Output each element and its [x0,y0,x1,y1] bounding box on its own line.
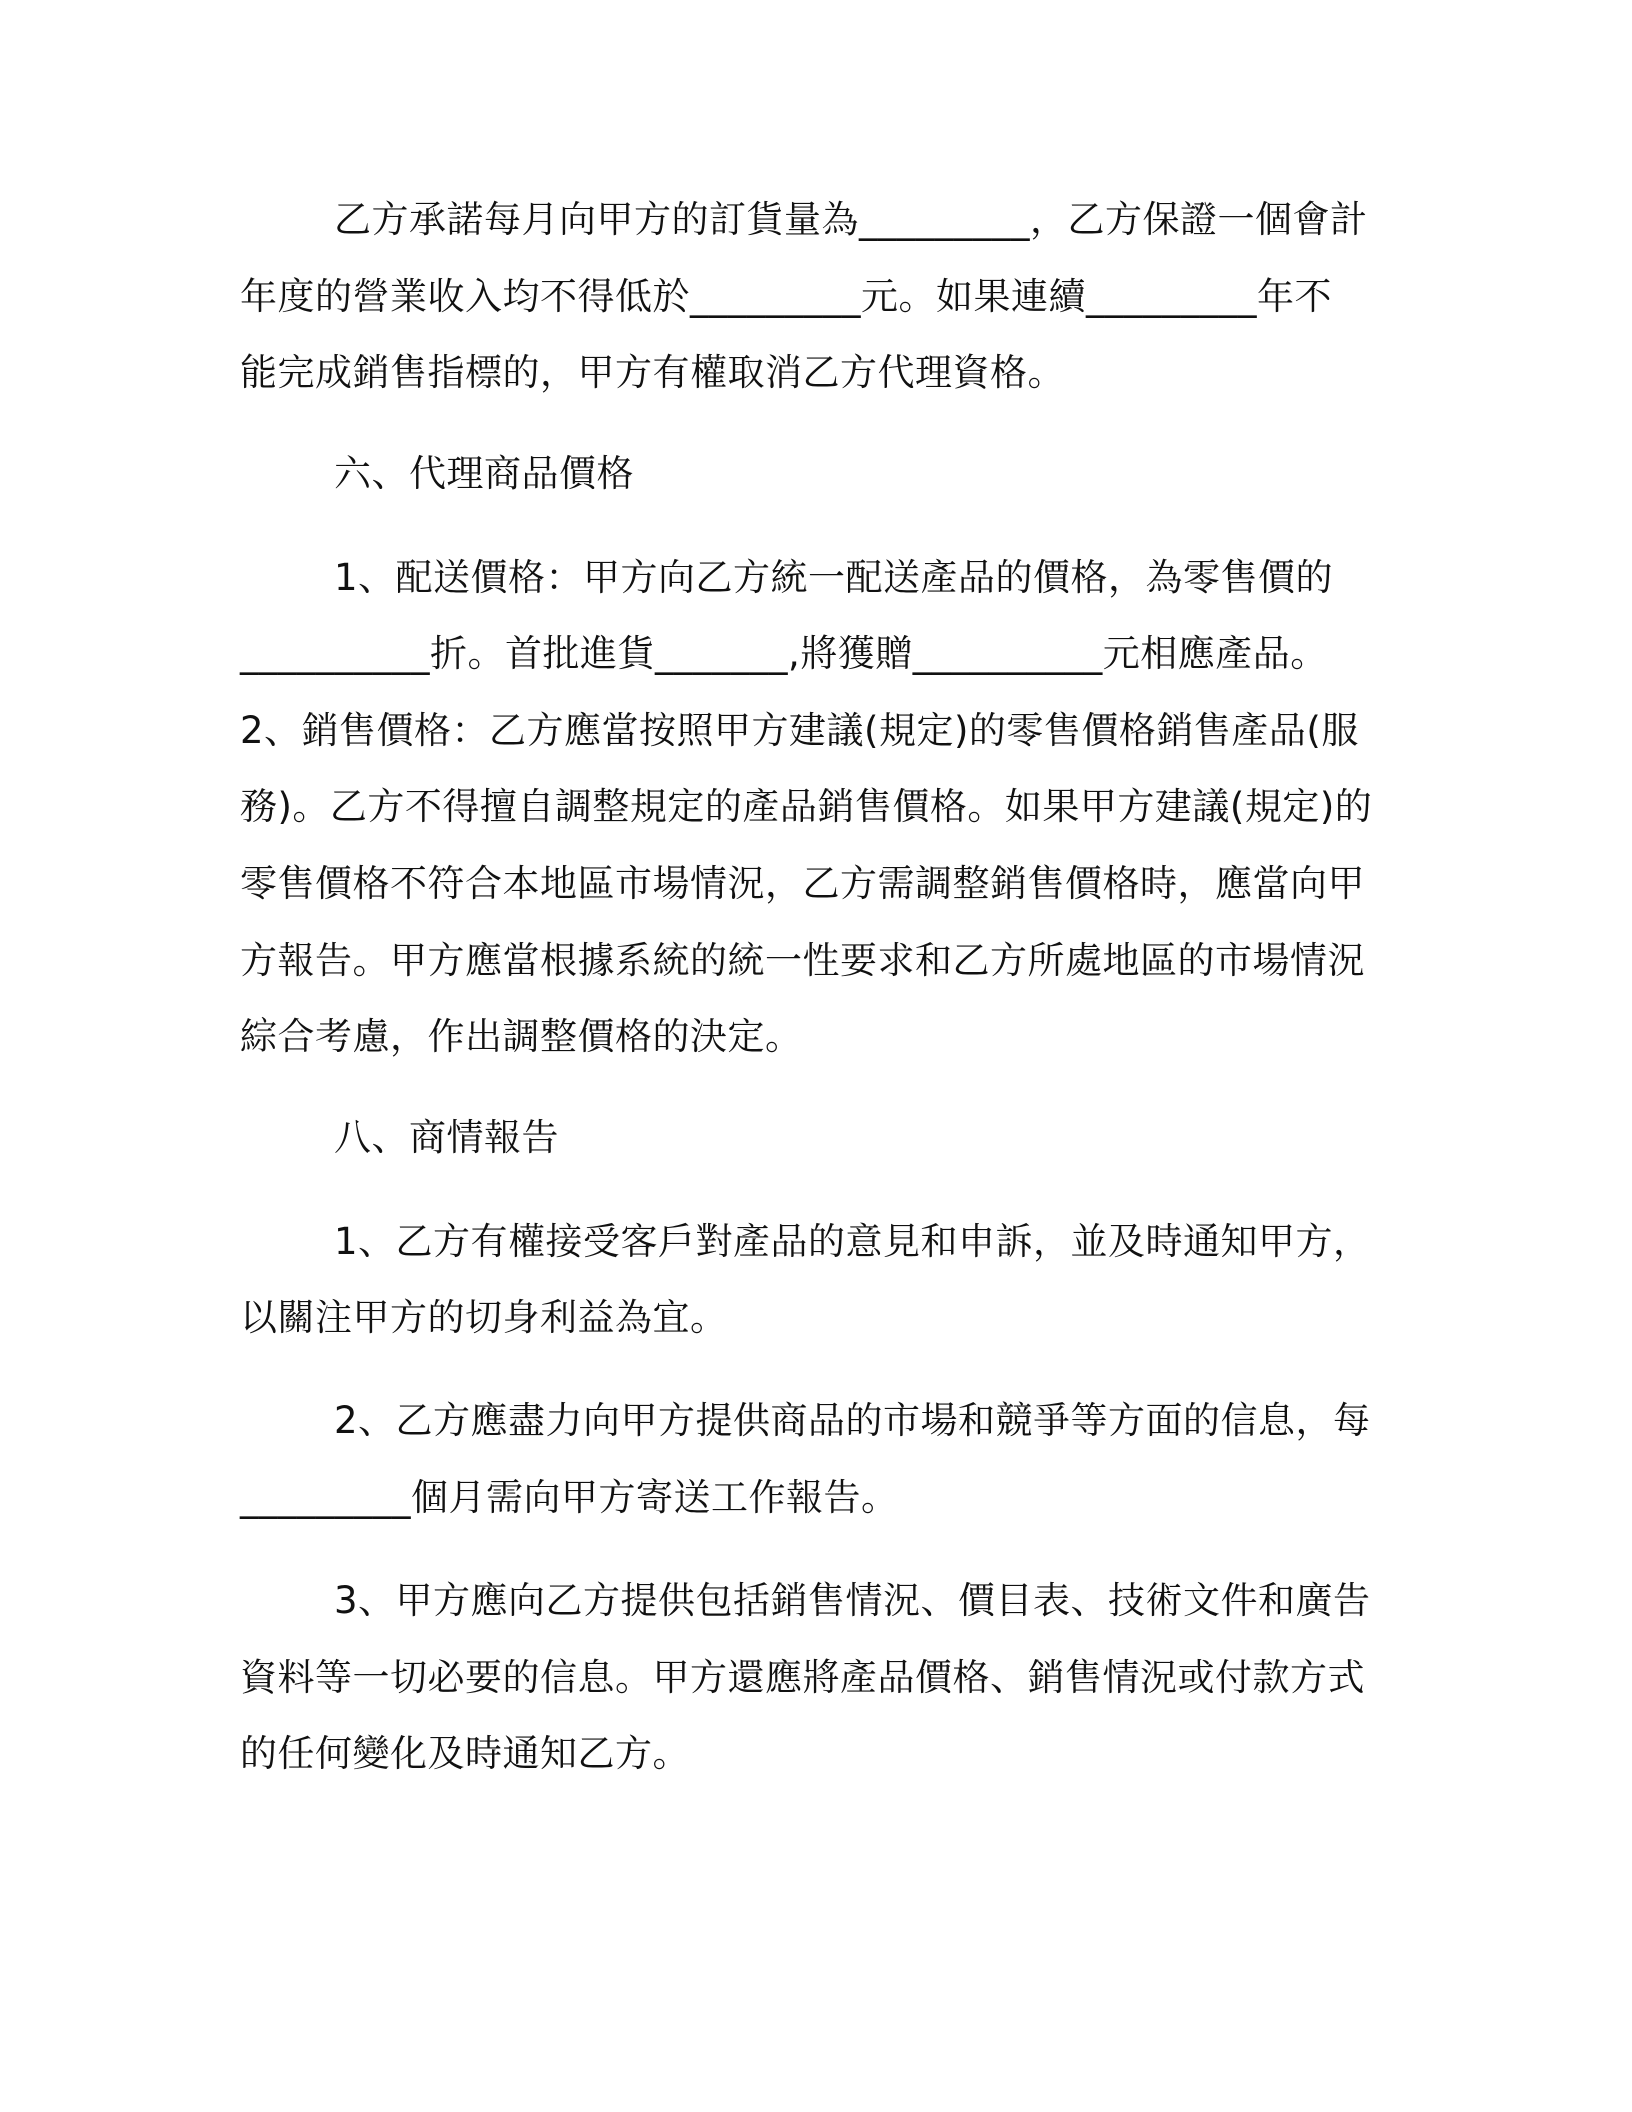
text-line: 乙方承諾每月向甲方的訂貨量為_________，乙方保證一個會計 [334,198,1368,241]
text-line: 能完成銷售指標的，甲方有權取消乙方代理資格。 [240,351,1065,394]
text-line: 以關注甲方的切身利益為宜。 [240,1296,728,1339]
text-line: 1、乙方有權接受客戶對產品的意見和申訴，並及時通知甲方， [334,1220,1371,1263]
text-line: __________折。首批進貨_______,將獲贈__________元相應產品。 [240,632,1328,675]
text-line: _________個月需向甲方寄送工作報告。 [240,1476,899,1519]
section-heading: 六、代理商品價格 [334,452,634,495]
text-line: 零售價格不符合本地區市場情況，乙方需調整銷售價格時，應當向甲 [240,862,1365,905]
text-line: 的任何變化及時通知乙方。 [240,1732,690,1775]
text-line: 綜合考慮，作出調整價格的決定。 [240,1015,803,1058]
text-line: 務)。乙方不得擅自調整規定的產品銷售價格。如果甲方建議(規定)的 [240,785,1373,828]
text-line: 方報告。甲方應當根據系統的統一性要求和乙方所處地區的市場情況 [240,939,1365,982]
text-line: 1、配送價格：甲方向乙方統一配送產品的價格，為零售價的 [334,556,1334,599]
section-heading: 八、商情報告 [334,1116,559,1159]
text-line: 資料等一切必要的信息。甲方還應將產品價格、銷售情況或付款方式 [240,1656,1365,1699]
text-line: 2、銷售價格：乙方應當按照甲方建議(規定)的零售價格銷售產品(服 [240,709,1359,752]
text-line: 3、甲方應向乙方提供包括銷售情況、價目表、技術文件和廣告 [334,1579,1371,1622]
text-line: 年度的營業收入均不得低於_________元。如果連續_________年不 [240,275,1332,318]
text-line: 2、乙方應盡力向甲方提供商品的市場和競爭等方面的信息，每 [334,1399,1371,1442]
